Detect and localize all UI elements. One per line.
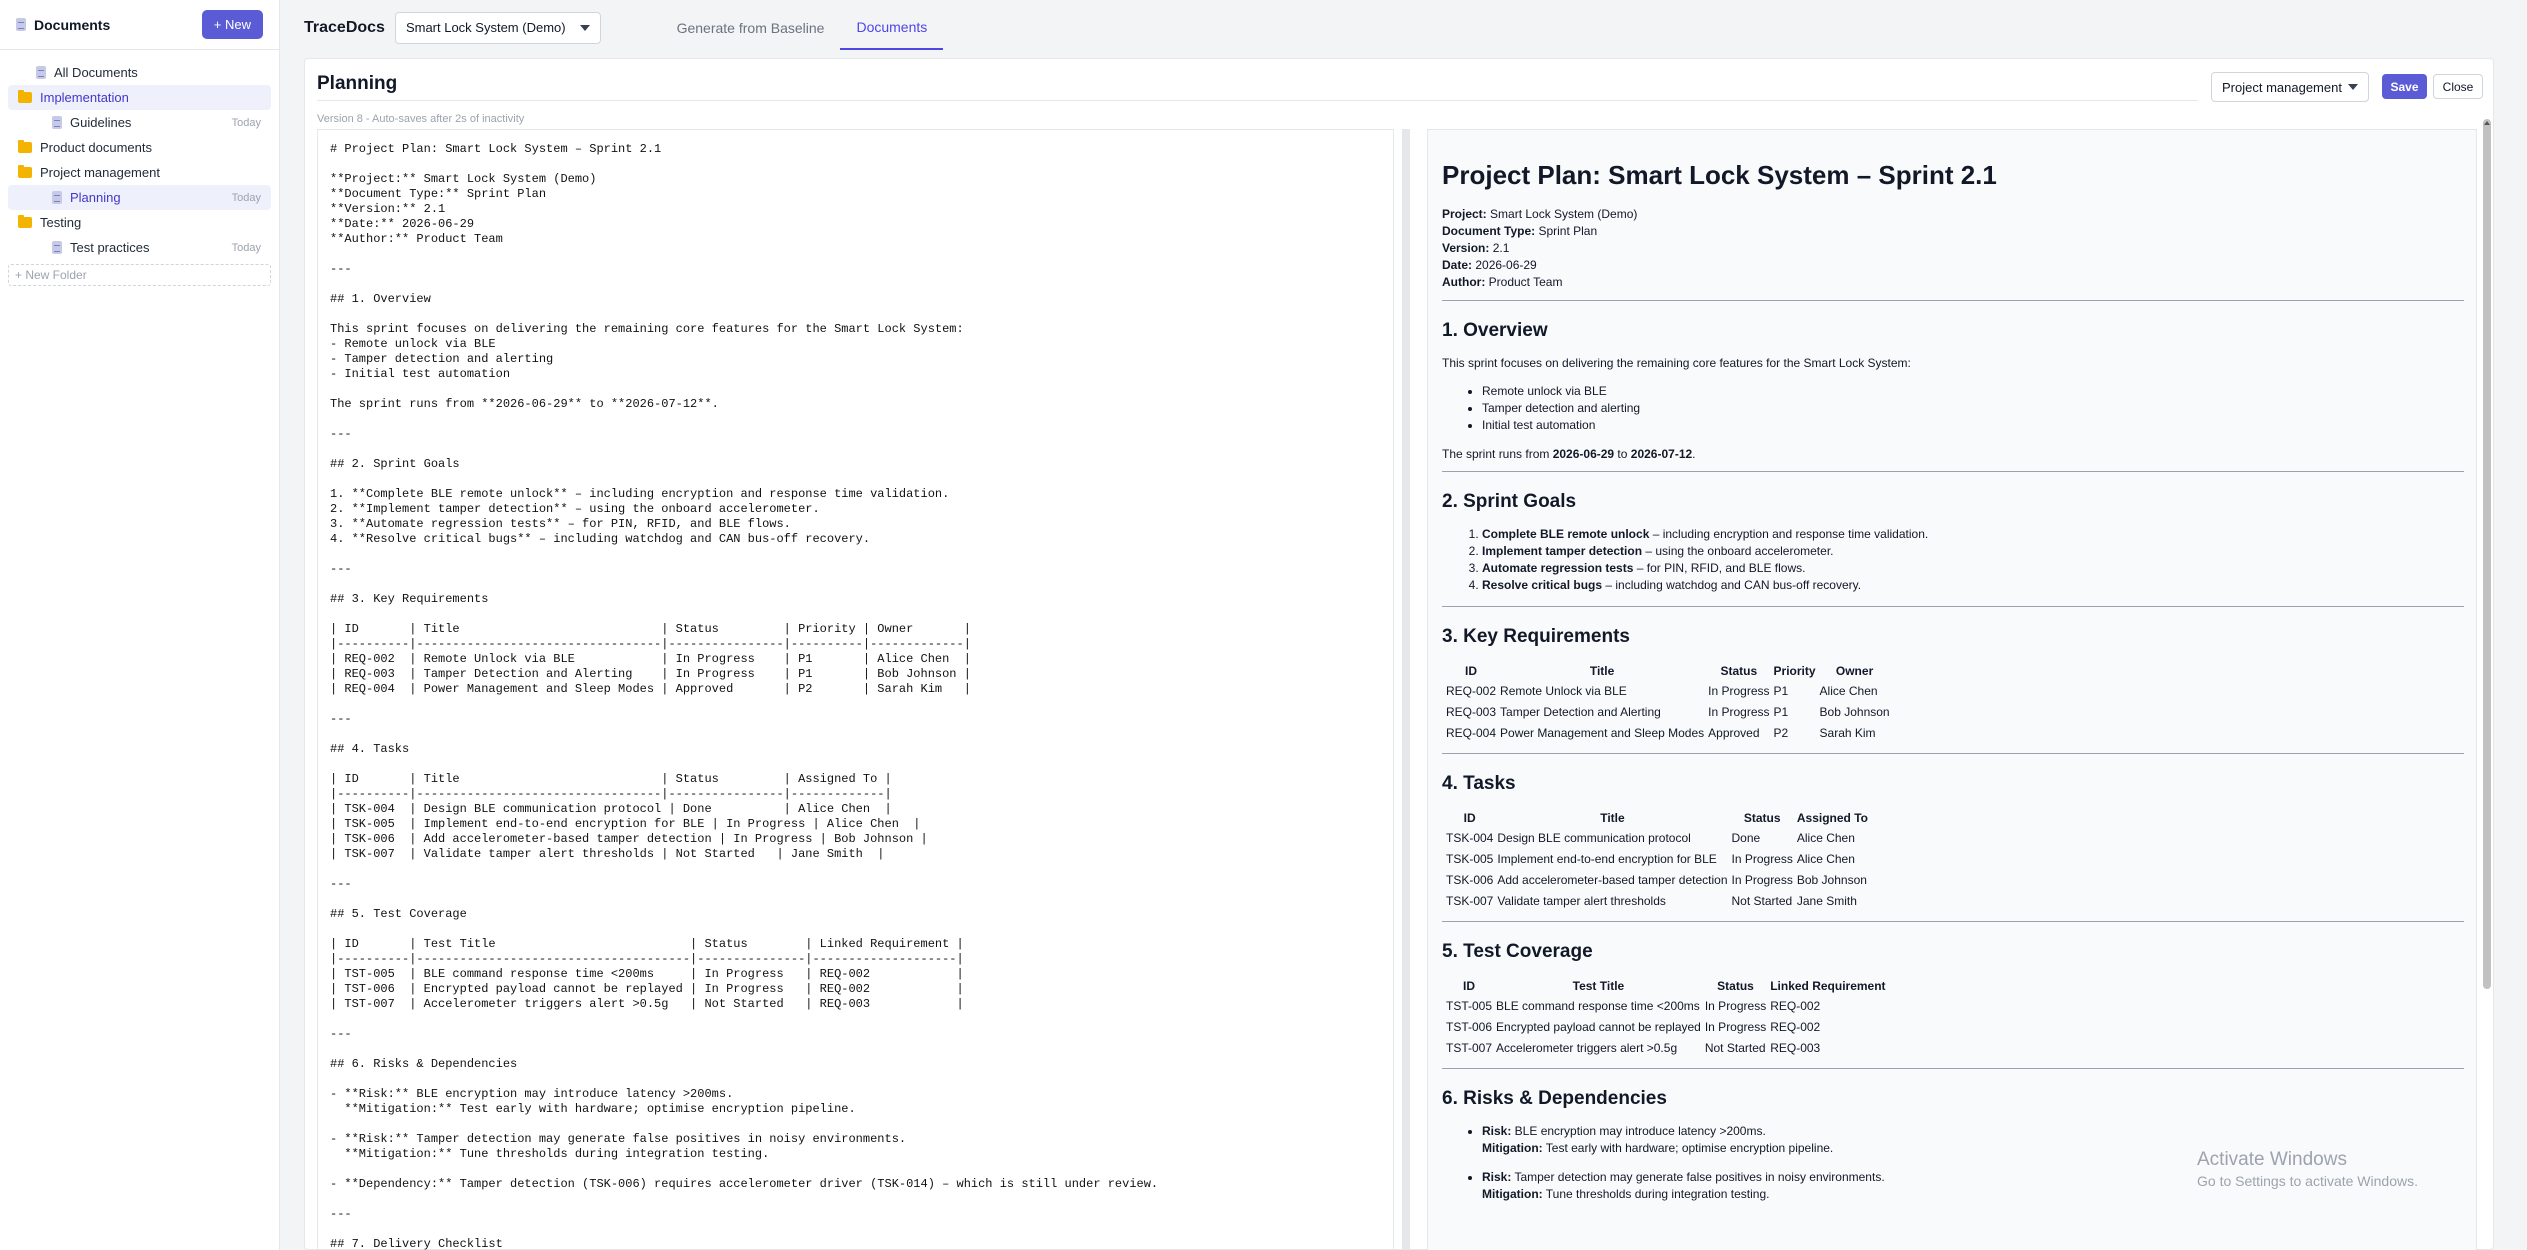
goal-text: – including encryption and response time validation. <box>1649 527 1929 541</box>
editor-text[interactable]: # Project Plan: Smart Lock System – Sprint 2.1 **Project:** Smart Lock System (Demo) **Document Type:** Sprint Plan **Version:** 2.1 **Date:** 2026-06-29 **Author:** Product Team --- ## 1. Overview This sprint focuses on delivering the remaining core features for the Smart Lock System: - Remote unlock via BLE - Tamper detection and alerting - Initial test automation The sprint runs from **2026-06-29** to **2026-07-12**. --- ## 2. Sprint Goals 1. **Complete BLE remote unlock** – including encryption and response time validation. 2. **Implement tamper detection** – using the onboard accelerometer. 3. **Automate regression tests** – for PIN, RFID, and BLE flows. 4. **Resolve critical bugs** – including watchdog and CAN bus-off recovery. --- ## 3. Key Requirements | ID | Title | Status | Priority | Owner | |----------|----------------------------------|----------------|----------|-------------| | REQ-002 | Remote Unlock via BLE | In Progress | P1 | Alice Chen | | REQ-003 | Tamper Detection and Alerting | In Progress | P1 | Bob Johnson | | REQ-004 | Power Management and Sleep Modes | Approved | P2 | Sarah Kim | --- ## 4. Tasks | ID | Title | Status | Assigned To | |----------|----------------------------------|----------------|-------------| | TSK-004 | Design BLE communication protocol | Done | Alice Chen | | TSK-005 | Implement end-to-end encryption for BLE | In Progress | Alice Chen | | TSK-006 | Add accelerometer-based tamper detection | In Progress | Bob Johnson | | TSK-007 | Validate tamper alert thresholds | Not Started | Jane Smith | --- ## 5. Test Coverage | ID | Test Title | Status | Linked Requirement | |----------|--------------------------------------|---------------|--------------------| | TST-005 | BLE command response time <200ms | In Progress | REQ-002 | | TST-006 | Encrypted payload cannot be replayed | In Progress | REQ-002 | | TST-007 | Accelerometer triggers alert >0.5g | Not Started | REQ-003 | --- ## 6. Risks & Dependencies - **Risk:** BLE encryption may introduce latency >200ms. **Mitigation:** Test early with hardware; optimise encryption pipeline. - **Risk:** Tamper detection may generate false positives in noisy environments. **Mitigation:** Tune thresholds during integration testing. - **Dependency:** Tamper detection (TSK-006) requires accelerometer driver (TSK-014) – which is still under review. --- ## 7. Delivery Checklist <box>330 142 1159 1250</box>
table-cell: Approved <box>1708 726 1760 740</box>
sidebar-title <box>16 17 202 33</box>
table-cell: REQ-004 <box>1446 726 1497 740</box>
document-panel <box>304 58 2494 1250</box>
list-item <box>1482 526 2464 543</box>
meta-value: Product Team <box>1485 275 1563 289</box>
folder-select[interactable] <box>2211 72 2369 102</box>
table-cell: TST-005 <box>1446 999 1493 1013</box>
preview-heading: 5. Test Coverage <box>1442 941 1593 962</box>
table-row <box>1444 1038 1888 1059</box>
table-cell: In Progress <box>1704 999 1767 1013</box>
table-cell: Not Started <box>1704 1041 1766 1055</box>
sidebar-item-label: Project management <box>40 165 160 180</box>
column-header: Owner <box>1835 664 1874 678</box>
goal-title: Automate regression tests <box>1482 561 1634 575</box>
scroll-up-icon[interactable] <box>2484 121 2490 125</box>
overview-list <box>1482 383 2464 434</box>
split-divider[interactable] <box>1402 129 1410 1250</box>
table-cell: Alice Chen <box>1819 684 1878 698</box>
table-cell: Tamper Detection and Alerting <box>1500 705 1661 719</box>
close-button[interactable]: Close <box>2433 74 2483 99</box>
mitigation-label: Mitigation: <box>1482 1141 1543 1155</box>
column-header: ID <box>1465 664 1478 678</box>
tab-documents[interactable]: Documents <box>840 6 943 50</box>
table-cell: Encrypted payload cannot be replayed <box>1496 1020 1701 1034</box>
meta-value: Sprint Plan <box>1535 224 1598 238</box>
preview-heading: 1. Overview <box>1442 320 1548 341</box>
table-cell: Not Started <box>1731 894 1793 908</box>
list-item: • Remote unlock via BLE <box>1482 383 2464 400</box>
preview-heading: 4. Tasks <box>1442 773 1516 794</box>
column-header: Status <box>1743 811 1781 825</box>
table-cell: Implement end-to-end encryption for BLE <box>1497 852 1717 866</box>
goal-text: – using the onboard accelerometer. <box>1642 544 1834 558</box>
meta-project <box>1442 206 2464 223</box>
document-icon <box>52 116 62 129</box>
goal-text: – for PIN, RFID, and BLE flows. <box>1633 561 1806 575</box>
table-header <box>1444 808 1870 828</box>
table-cell: Done <box>1731 831 1761 845</box>
table-cell: Design BLE communication protocol <box>1497 831 1691 845</box>
table-cell: REQ-002 <box>1446 684 1497 698</box>
sidebar-folder-testing[interactable] <box>8 210 271 235</box>
list-item <box>1482 577 2464 594</box>
column-header: Test Title <box>1572 979 1625 993</box>
sidebar-item-all-documents[interactable] <box>8 60 271 85</box>
table-cell: Bob Johnson <box>1796 873 1867 887</box>
folder-icon <box>18 92 32 103</box>
sidebar-item-label: Testing <box>40 215 82 230</box>
version-info: Version 8 - Auto-saves after 2s of inactivity <box>317 113 525 125</box>
activate-windows-watermark <box>2197 1148 2418 1190</box>
document-icon <box>36 66 46 79</box>
table-cell: TSK-005 <box>1446 852 1494 866</box>
mitigation-text: Tune thresholds during integration testing. <box>1542 1187 1770 1201</box>
column-header: Assigned To <box>1796 811 1868 825</box>
markdown-preview <box>1427 129 2477 1250</box>
title-underline <box>317 100 2198 101</box>
scrollbar[interactable] <box>2483 119 2491 989</box>
table-cell: Power Management and Sleep Modes <box>1500 726 1705 740</box>
table-cell: In Progress <box>1704 1020 1767 1034</box>
table-cell: REQ-002 <box>1770 1020 1821 1034</box>
mitigation-text: Test early with hardware; optimise encryption pipeline. <box>1542 1141 1834 1155</box>
document-title-input[interactable]: Planning <box>317 73 398 94</box>
document-icon <box>52 191 62 204</box>
divider <box>1442 1068 2464 1069</box>
folder-select-value: Project management <box>2222 79 2342 95</box>
column-header: Title <box>1600 811 1625 825</box>
meta-date <box>1442 257 2464 274</box>
chevron-down-icon <box>2348 84 2358 90</box>
modified-date: Today <box>231 191 261 204</box>
meta-doc-type <box>1442 223 2464 240</box>
folder-icon <box>18 167 32 178</box>
preview-meta <box>1442 206 2464 291</box>
table-row <box>1444 723 1892 744</box>
goal-text: – including watchdog and CAN bus-off recovery. <box>1602 578 1862 592</box>
preview-heading: 6. Risks & Dependencies <box>1442 1088 1667 1109</box>
end-date: 2026-07-12 <box>1630 447 1693 461</box>
new-folder-button[interactable]: + New Folder <box>8 264 271 286</box>
preview-paragraph: This sprint focuses on delivering the remaining core features for the Smart Lock System: <box>1442 356 1911 370</box>
preview-heading: 3. Key Requirements <box>1442 626 1630 647</box>
sidebar-doc-guidelines[interactable] <box>8 110 271 135</box>
risk-text: BLE encryption may introduce latency >200ms. <box>1511 1124 1766 1138</box>
table-cell: TST-007 <box>1446 1041 1493 1055</box>
table-cell: Accelerometer triggers alert >0.5g <box>1496 1041 1678 1055</box>
column-header: Title <box>1589 664 1615 678</box>
goal-title: Implement tamper detection <box>1482 544 1643 558</box>
meta-key: Version: <box>1442 241 1490 255</box>
divider <box>1442 606 2464 607</box>
table-cell: In Progress <box>1708 705 1770 719</box>
table-cell: TST-006 <box>1446 1020 1493 1034</box>
modified-date: Today <box>231 116 261 129</box>
table-row <box>1444 996 1888 1017</box>
meta-value: 2026-06-29 <box>1472 258 1537 272</box>
risk-label: Risk: <box>1482 1124 1512 1138</box>
column-header: Status <box>1720 664 1758 678</box>
mitigation-label: Mitigation: <box>1482 1187 1543 1201</box>
new-document-button[interactable]: + New <box>202 10 263 39</box>
column-header: Linked Requirement <box>1770 979 1886 993</box>
markdown-editor[interactable] <box>317 129 1394 1250</box>
sidebar-folder-product-documents[interactable] <box>8 135 271 160</box>
sprint-dates <box>1442 446 2464 462</box>
text: . <box>1692 447 1696 461</box>
table-header <box>1444 661 1892 681</box>
table-row <box>1444 849 1870 870</box>
table-cell: TSK-006 <box>1446 873 1494 887</box>
chevron-down-icon <box>580 25 590 31</box>
top-bar <box>281 0 2527 55</box>
watermark-title: Activate Windows <box>2197 1149 2347 1170</box>
table-row <box>1444 891 1870 912</box>
meta-author <box>1442 274 2464 291</box>
divider <box>1442 921 2464 922</box>
sidebar-doc-planning[interactable] <box>8 185 271 210</box>
table-cell: Add accelerometer-based tamper detection <box>1497 873 1728 887</box>
text: to <box>1614 447 1631 461</box>
table-header <box>1444 976 1888 996</box>
meta-version <box>1442 240 2464 257</box>
sidebar-folder-project-management[interactable] <box>8 160 271 185</box>
tab-bar <box>661 0 944 55</box>
list-item: • Tamper detection and alerting <box>1482 400 2464 417</box>
meta-value: 2.1 <box>1489 241 1510 255</box>
preview-heading: Project Plan: Smart Lock System – Sprint 2.1 <box>1442 160 1997 190</box>
divider <box>1442 471 2464 472</box>
start-date: 2026-06-29 <box>1552 447 1615 461</box>
table-cell: P1 <box>1773 684 1789 698</box>
documents-icon <box>16 18 26 31</box>
sidebar <box>0 0 280 1250</box>
sidebar-header <box>0 0 279 50</box>
folder-icon <box>18 142 32 153</box>
table-row <box>1444 870 1870 891</box>
table-cell: Remote Unlock via BLE <box>1500 684 1627 698</box>
table-cell: Jane Smith <box>1796 894 1857 908</box>
column-header: ID <box>1463 979 1476 993</box>
tab-generate-from-baseline[interactable]: Generate from Baseline <box>676 19 825 36</box>
goals-list <box>1482 526 2464 594</box>
table-row <box>1444 828 1870 849</box>
project-select-value: Smart Lock System (Demo) <box>405 20 566 35</box>
watermark-subtitle: Go to Settings to activate Windows. <box>2197 1173 2418 1189</box>
goal-title: Complete BLE remote unlock <box>1482 527 1650 541</box>
sidebar-folder-implementation[interactable] <box>8 85 271 110</box>
table-cell: Sarah Kim <box>1819 726 1876 740</box>
save-button[interactable]: Save <box>2382 74 2427 99</box>
divider <box>1442 753 2464 754</box>
column-header: Status <box>1717 979 1754 993</box>
table-cell: TSK-004 <box>1446 831 1494 845</box>
table-row <box>1444 1017 1888 1038</box>
meta-key: Date: <box>1442 258 1473 272</box>
table-cell: P2 <box>1773 726 1789 740</box>
table-cell: BLE command response time <200ms <box>1496 999 1700 1013</box>
project-select[interactable] <box>395 12 601 44</box>
list-item <box>1482 560 2464 577</box>
table-cell: P1 <box>1773 705 1789 719</box>
table-cell: In Progress <box>1731 852 1793 866</box>
table-cell: Alice Chen <box>1796 852 1855 866</box>
sidebar-item-label: Planning <box>70 190 121 205</box>
document-icon <box>52 241 62 254</box>
requirements-table <box>1444 661 1892 744</box>
meta-key: Project: <box>1442 207 1487 221</box>
table-cell: Validate tamper alert thresholds <box>1497 894 1666 908</box>
sidebar-title-label: Documents <box>34 16 111 33</box>
table-cell: REQ-003 <box>1446 705 1497 719</box>
folder-tree <box>0 50 279 296</box>
table-cell: TSK-007 <box>1446 894 1494 908</box>
text: The sprint runs from <box>1442 447 1553 461</box>
preview-heading: 2. Sprint Goals <box>1442 491 1577 512</box>
risk-label: Risk: <box>1482 1170 1512 1184</box>
folder-icon <box>18 217 32 228</box>
meta-key: Document Type: <box>1442 224 1536 238</box>
table-row <box>1444 702 1892 723</box>
sidebar-item-label: Guidelines <box>70 115 132 130</box>
sidebar-doc-test-practices[interactable] <box>8 235 271 260</box>
table-cell: REQ-002 <box>1770 999 1821 1013</box>
table-cell: In Progress <box>1731 873 1793 887</box>
column-header: Priority <box>1773 664 1816 678</box>
list-item: • Initial test automation <box>1482 417 2464 434</box>
table-row <box>1444 681 1892 702</box>
sidebar-item-label: Implementation <box>40 90 129 105</box>
meta-key: Author: <box>1442 275 1486 289</box>
sidebar-item-label: Test practices <box>70 240 150 255</box>
table-cell: Alice Chen <box>1796 831 1855 845</box>
table-cell: In Progress <box>1708 684 1770 698</box>
table-cell: REQ-003 <box>1770 1041 1821 1055</box>
risk-text: Tamper detection may generate false positives in noisy environments. <box>1511 1170 1885 1184</box>
tasks-table <box>1444 808 1870 912</box>
sidebar-item-label: All Documents <box>54 65 138 80</box>
modified-date: Today <box>231 241 261 254</box>
table-cell: Bob Johnson <box>1819 705 1890 719</box>
goal-title: Resolve critical bugs <box>1482 578 1603 592</box>
app-brand: TraceDocs <box>304 18 385 36</box>
column-header: ID <box>1463 811 1476 825</box>
list-item <box>1482 543 2464 560</box>
divider <box>1442 300 2464 301</box>
test-coverage-table <box>1444 976 1888 1059</box>
meta-value: Smart Lock System (Demo) <box>1486 207 1638 221</box>
sidebar-item-label: Product documents <box>40 140 153 155</box>
